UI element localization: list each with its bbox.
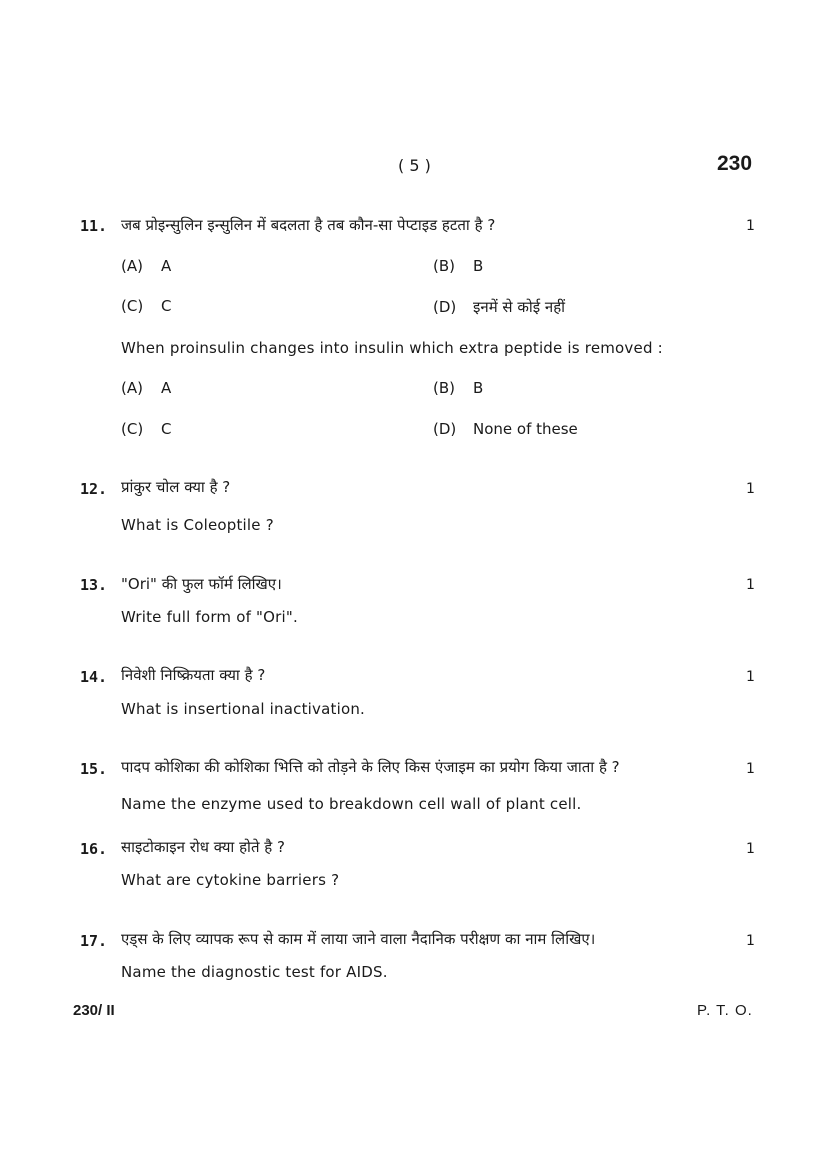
option-label: (C) <box>121 297 144 315</box>
option-text: B <box>473 379 484 397</box>
question-marks: 1 <box>746 481 755 497</box>
question-number: 13. <box>80 576 108 594</box>
option-label: (A) <box>121 257 143 275</box>
option-d-hindi <box>433 297 565 317</box>
question-text-hindi: जब प्रोइन्सुलिन इन्सुलिन में बदलता है तब कौन-सा पेप्टाइड हटता है ? <box>121 216 496 234</box>
option-text: C <box>161 420 172 438</box>
question-marks: 1 <box>746 841 755 857</box>
option-text: C <box>161 297 172 315</box>
question-text-english: What is Coleoptile ? <box>121 516 274 534</box>
question-marks: 1 <box>746 761 755 777</box>
question-text-english: Name the enzyme used to breakdown cell wall of plant cell. <box>121 795 582 813</box>
footer-series: 230/ II <box>73 1002 115 1019</box>
question-number: 14. <box>80 668 108 686</box>
question-number: 15. <box>80 760 108 778</box>
question-number: 11. <box>80 217 108 235</box>
paper-code: 230 <box>717 152 753 175</box>
option-b-english <box>433 379 483 397</box>
question-text-hindi: साइटोकाइन रोध क्या होते है ? <box>121 838 285 856</box>
question-number: 17. <box>80 932 108 950</box>
option-label: (C) <box>121 420 144 438</box>
option-label: (B) <box>433 257 455 275</box>
question-text-english: Write full form of "Ori". <box>121 608 298 626</box>
question-marks: 1 <box>746 933 755 949</box>
page-number: ( 5 ) <box>398 156 431 175</box>
question-marks: 1 <box>746 577 755 593</box>
question-marks: 1 <box>746 218 755 234</box>
question-marks: 1 <box>746 669 755 685</box>
question-number: 12. <box>80 480 108 498</box>
option-text: B <box>473 257 484 275</box>
option-text: A <box>161 379 172 397</box>
option-a-english <box>121 379 171 397</box>
option-label: (A) <box>121 379 143 397</box>
option-label: (B) <box>433 379 455 397</box>
question-text-english: When proinsulin changes into insulin which extra peptide is removed : <box>121 339 663 357</box>
option-c-english <box>121 420 171 438</box>
option-a-hindi <box>121 257 171 275</box>
option-b-hindi <box>433 257 483 275</box>
option-text: इनमें से कोई नहीं <box>473 298 566 316</box>
option-d-english <box>433 420 578 438</box>
question-text-hindi: "Ori" की फुल फॉर्म लिखिए। <box>121 575 282 593</box>
option-text: A <box>161 257 172 275</box>
option-text: None of these <box>473 420 578 438</box>
question-text-hindi: निवेशी निष्क्रियता क्या है ? <box>121 666 266 684</box>
option-c-hindi <box>121 297 171 315</box>
question-text-english: What are cytokine barriers ? <box>121 871 340 889</box>
question-text-hindi: पादप कोशिका की कोशिका भित्ति को तोड़ने के लिए किस एंजाइम का प्रयोग किया जाता है ? <box>121 758 620 776</box>
question-text-english: Name the diagnostic test for AIDS. <box>121 963 388 981</box>
option-label: (D) <box>433 298 457 316</box>
question-text-english: What is insertional inactivation. <box>121 700 366 718</box>
option-label: (D) <box>433 420 457 438</box>
question-number: 16. <box>80 840 108 858</box>
question-text-hindi: एड्स के लिए व्यापक रूप से काम में लाया जाने वाला नैदानिक परीक्षण का नाम लिखिए। <box>121 930 596 948</box>
question-text-hindi: प्रांकुर चोल क्या है ? <box>121 478 231 496</box>
footer-pto: P. T. O. <box>697 1002 753 1019</box>
